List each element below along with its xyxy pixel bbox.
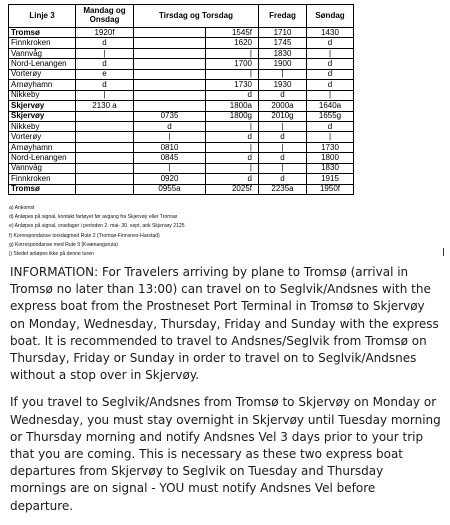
time-cell: 0810 <box>134 142 206 152</box>
time-cell: 1430 <box>307 28 354 38</box>
timetable-row <box>9 28 354 38</box>
stop-name: Skjervøy <box>9 101 76 111</box>
time-cell: | <box>307 48 354 58</box>
footnote-line: e) Anløpes på signal, onsdager i perioden 2. mai- 30. sept, ank Skjervøy 2125 <box>9 223 185 230</box>
time-cell: 2130 a <box>76 101 134 111</box>
timetable-image <box>8 4 353 195</box>
time-cell: 1800 <box>307 153 354 163</box>
time-cell: 1640a <box>307 101 354 111</box>
time-cell: d <box>76 38 134 48</box>
time-cell: 1915 <box>307 174 354 184</box>
time-cell <box>76 163 134 173</box>
time-cell <box>134 69 206 79</box>
time-cell <box>76 153 134 163</box>
timetable-header-row <box>9 5 354 28</box>
time-cell: d <box>259 90 307 100</box>
article-text <box>10 264 442 525</box>
time-cell: 1900 <box>259 59 307 69</box>
time-cell: d <box>307 69 354 79</box>
time-cell: 1730 <box>206 80 259 90</box>
stop-name: Nikkeby <box>9 121 76 131</box>
timetable-row <box>9 101 354 111</box>
time-cell: 1710 <box>259 28 307 38</box>
timetable-row <box>9 163 354 173</box>
article-paragraph: INFORMATION: For Travelers arriving by plane to Tromsø (arrival in Tromsø no later than 13:00) can travel on to Seglvik/Andsnes with the express boat from the Prostneset Port Terminal in Tromsø to Skjervøy on Monday, Wednesday, Thursday, Friday and Sunday with the express boat. It is recommended to travel to Andsnes/Seglvik from Tromsø on Thursday, Friday or Sunday in order to travel on to Seglvik/Andsnes without a stop over in Skjervøy. <box>10 265 439 383</box>
time-cell: d <box>206 174 259 184</box>
timetable-row <box>9 142 354 152</box>
time-cell: 2025f <box>206 184 259 194</box>
timetable-row <box>9 69 354 79</box>
stop-name: Nord-Lenangen <box>9 59 76 69</box>
footnote-line: g) Korrespondanse med Rute 9 (Kvænangsruta) <box>9 241 119 248</box>
timetable-row <box>9 121 354 131</box>
time-cell: d <box>206 90 259 100</box>
stop-name: Vorterøy <box>9 132 76 142</box>
time-cell: 1950f <box>307 184 354 194</box>
time-cell <box>76 121 134 131</box>
time-cell: d <box>134 121 206 131</box>
time-cell <box>134 48 206 58</box>
time-cell: | <box>259 163 307 173</box>
time-cell: 2010g <box>259 111 307 121</box>
time-cell: 1830 <box>307 163 354 173</box>
timetable-footnotes <box>9 204 354 259</box>
time-cell: d <box>259 174 307 184</box>
timetable-header-cell: Mandag og Onsdag <box>76 5 134 28</box>
time-cell: 1800g <box>206 111 259 121</box>
time-cell: d <box>259 132 307 142</box>
timetable-row <box>9 48 354 58</box>
timetable-row <box>9 184 354 194</box>
timetable-row <box>9 174 354 184</box>
time-cell: 2235a <box>259 184 307 194</box>
time-cell: | <box>206 142 259 152</box>
time-cell <box>134 28 206 38</box>
time-cell: | <box>206 121 259 131</box>
time-cell: 2000a <box>259 101 307 111</box>
time-cell <box>134 38 206 48</box>
time-cell: d <box>259 153 307 163</box>
time-cell: 1620 <box>206 38 259 48</box>
timetable-row <box>9 111 354 121</box>
footnote-line: a) Ankomst <box>9 205 35 211</box>
time-cell: e <box>76 69 134 79</box>
article-paragraph: If you travel to Seglvik/Andsnes from Tromsø to Skjervøy on Monday or Wednesday, you must stay overnight in Skjervøy until Tuesday morning or Thursday morning and notify Andsnes Vel 3 days prior to your trip that you are coming. This is necessary as these two express boat departures from Skjervøy to Seglvik on Tuesday and Thursday mornings are on signal - YOU must notify Andsnes Vel before departure. <box>10 395 441 513</box>
time-cell <box>76 132 134 142</box>
stop-name: Tromsø <box>9 28 76 38</box>
time-cell: 1800a <box>206 101 259 111</box>
time-cell: 1655g <box>307 111 354 121</box>
time-cell: d <box>307 80 354 90</box>
timetable-header-cell: Linje 3 <box>9 5 76 28</box>
stop-name: Arnøyhamn <box>9 80 76 90</box>
timetable-row <box>9 59 354 69</box>
timetable-row <box>9 38 354 48</box>
stop-name: Nord-Lenangen <box>9 153 76 163</box>
stop-name: Finnkroken <box>9 38 76 48</box>
time-cell: | <box>259 69 307 79</box>
timetable-header-cell: Tirsdag og Torsdag <box>134 5 259 28</box>
time-cell <box>134 101 206 111</box>
time-cell: | <box>134 163 206 173</box>
time-cell: 1545f <box>206 28 259 38</box>
timetable-row <box>9 153 354 163</box>
time-cell: | <box>206 163 259 173</box>
time-cell: | <box>134 132 206 142</box>
time-cell: 0845 <box>134 153 206 163</box>
stop-name: Finnkroken <box>9 174 76 184</box>
timetable-header-cell: Søndag <box>307 5 354 28</box>
time-cell <box>76 174 134 184</box>
time-cell: | <box>76 48 134 58</box>
time-cell <box>134 80 206 90</box>
time-cell <box>76 142 134 152</box>
time-cell: 0955a <box>134 184 206 194</box>
time-cell: 1930 <box>259 80 307 90</box>
timetable-row <box>9 132 354 142</box>
time-cell: | <box>206 69 259 79</box>
time-cell: 1745 <box>259 38 307 48</box>
text-cursor-marker <box>443 248 444 256</box>
time-cell: d <box>307 121 354 131</box>
time-cell: | <box>259 121 307 131</box>
time-cell: | <box>206 48 259 58</box>
time-cell: 1700 <box>206 59 259 69</box>
time-cell: | <box>307 90 354 100</box>
timetable-row <box>9 80 354 90</box>
stop-name: Arnøyhamn <box>9 142 76 152</box>
time-cell: 0735 <box>134 111 206 121</box>
stop-name: Vannvåg <box>9 48 76 58</box>
time-cell: d <box>307 38 354 48</box>
time-cell: d <box>76 59 134 69</box>
time-cell: | <box>76 90 134 100</box>
time-cell: 1830 <box>259 48 307 58</box>
time-cell: d <box>307 59 354 69</box>
footnote-line: |) Stedet anløpes ikke på denne turen <box>9 251 94 258</box>
time-cell <box>134 90 206 100</box>
stop-name: Tromsø <box>9 184 76 194</box>
time-cell: 1730 <box>307 142 354 152</box>
time-cell: d <box>76 80 134 90</box>
time-cell: d <box>206 153 259 163</box>
timetable-table <box>8 4 354 195</box>
stop-name: Vannvåg <box>9 163 76 173</box>
time-cell: 0920 <box>134 174 206 184</box>
time-cell <box>134 59 206 69</box>
stop-name: Skjervøy <box>9 111 76 121</box>
timetable-row <box>9 90 354 100</box>
time-cell <box>76 184 134 194</box>
stop-name: Nikkeby <box>9 90 76 100</box>
footnote-line: f) Korrespondanse torsdagmed Rute 2 (Tromsø-Finnsnes-Harstad) <box>9 232 160 239</box>
time-cell: | <box>259 142 307 152</box>
time-cell: 1920f <box>76 28 134 38</box>
time-cell <box>76 111 134 121</box>
time-cell: | <box>307 132 354 142</box>
footnote-line: d) Anløpes på signal, kontakt fartøyet før avgang fra Skjervøy eller Tromsø <box>9 214 178 221</box>
timetable-header-cell: Fredag <box>259 5 307 28</box>
timetable-body <box>9 28 354 195</box>
stop-name: Vorterøy <box>9 69 76 79</box>
time-cell: d <box>206 132 259 142</box>
